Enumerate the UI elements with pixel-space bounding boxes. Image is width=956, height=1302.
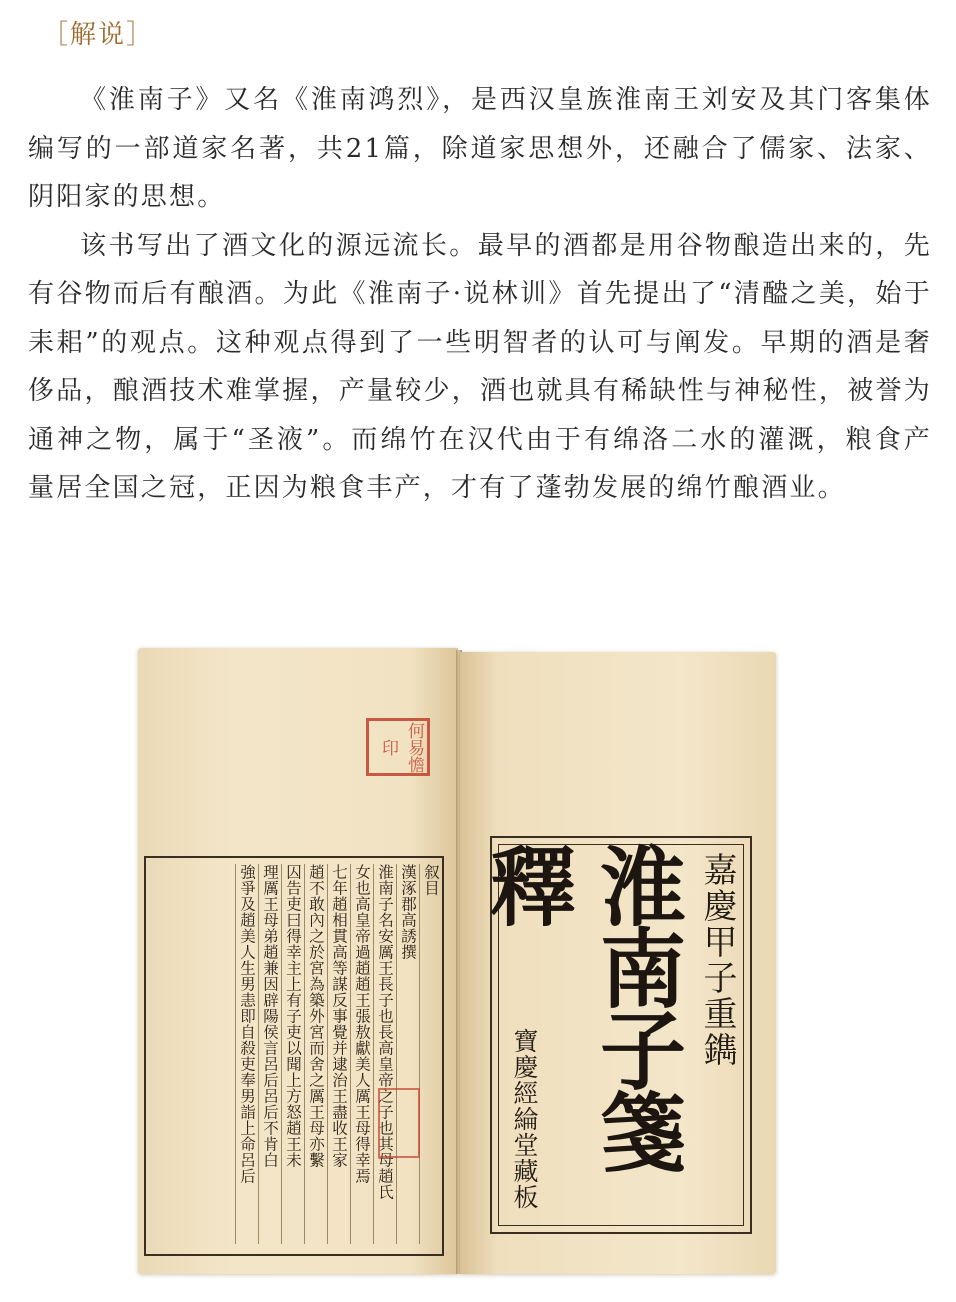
book-photo [138,640,778,1280]
text-column: 淮南子名安厲王長子也長高皇帝之子也其母趙氏 [373,864,396,1244]
book-left-page [138,648,458,1274]
paragraph-wine-culture: 该书写出了酒文化的源远流长。最早的酒都是用谷物酿造出来的，先有谷物而后有酿酒。为此《淮南子·说林训》首先提出了“清醠之美，始于耒耜”的观点。这种观点得到了一些明智者的认可与阐发。早期的酒是奢侈品，酿酒技术难掌握，产量较少，酒也就具有稀缺性与神秘性，被誉为通神之物，属于“圣液”。而绵竹在汉代由于有绵洛二水的灌溉，粮食产量居全国之冠，正因为粮食丰产，才有了蓬勃发展的绵竹酿酒业。 [28,230,932,503]
title-frame [475,836,752,1234]
book-title: 淮南子箋釋 [475,842,686,1170]
paragraph-intro: 《淮南子》又名《淮南鸿烈》，是西汉皇族淮南王刘安及其门客集体编写的一部道家名著，共21篇，除道家思想外，还融合了儒家、法家、阴阳家的思想。 [28,85,932,212]
classical-text-frame [144,856,444,1256]
text-column: 七年趙相貫高等謀反事覺并逮治王盡收王家 [327,864,350,1244]
red-seal-stamp: 何易憺印 [366,718,430,776]
text-column: 囚告吏曰得幸主上有子吏以聞上方怒趙王未 [281,864,304,1244]
text-column: 趙不敢內之於宮為築外宮而舍之厲王母亦繫 [304,864,327,1244]
text-column: 女也高皇帝過趙趙王張敖獻美人厲王母得幸焉 [350,864,373,1244]
book-title-page [460,652,776,1274]
text-column: 叙目 [419,864,442,1244]
publisher-note: 寶慶經綸堂藏板 [510,1028,539,1210]
text-column: 漢涿郡高誘撰 [396,864,419,1244]
edition-note: 嘉慶甲子重鐫 [697,852,737,1068]
text-column: 強爭及趙美人生男恚即自殺吏奉男詣上命呂后 [235,864,258,1244]
collector-seal-stamp [378,1088,420,1158]
section-heading: ［解说］ [42,20,155,50]
text-column: 理厲王母弟趙兼因辟陽侯言呂后呂后不肯白 [258,864,281,1244]
article-body [28,76,932,513]
